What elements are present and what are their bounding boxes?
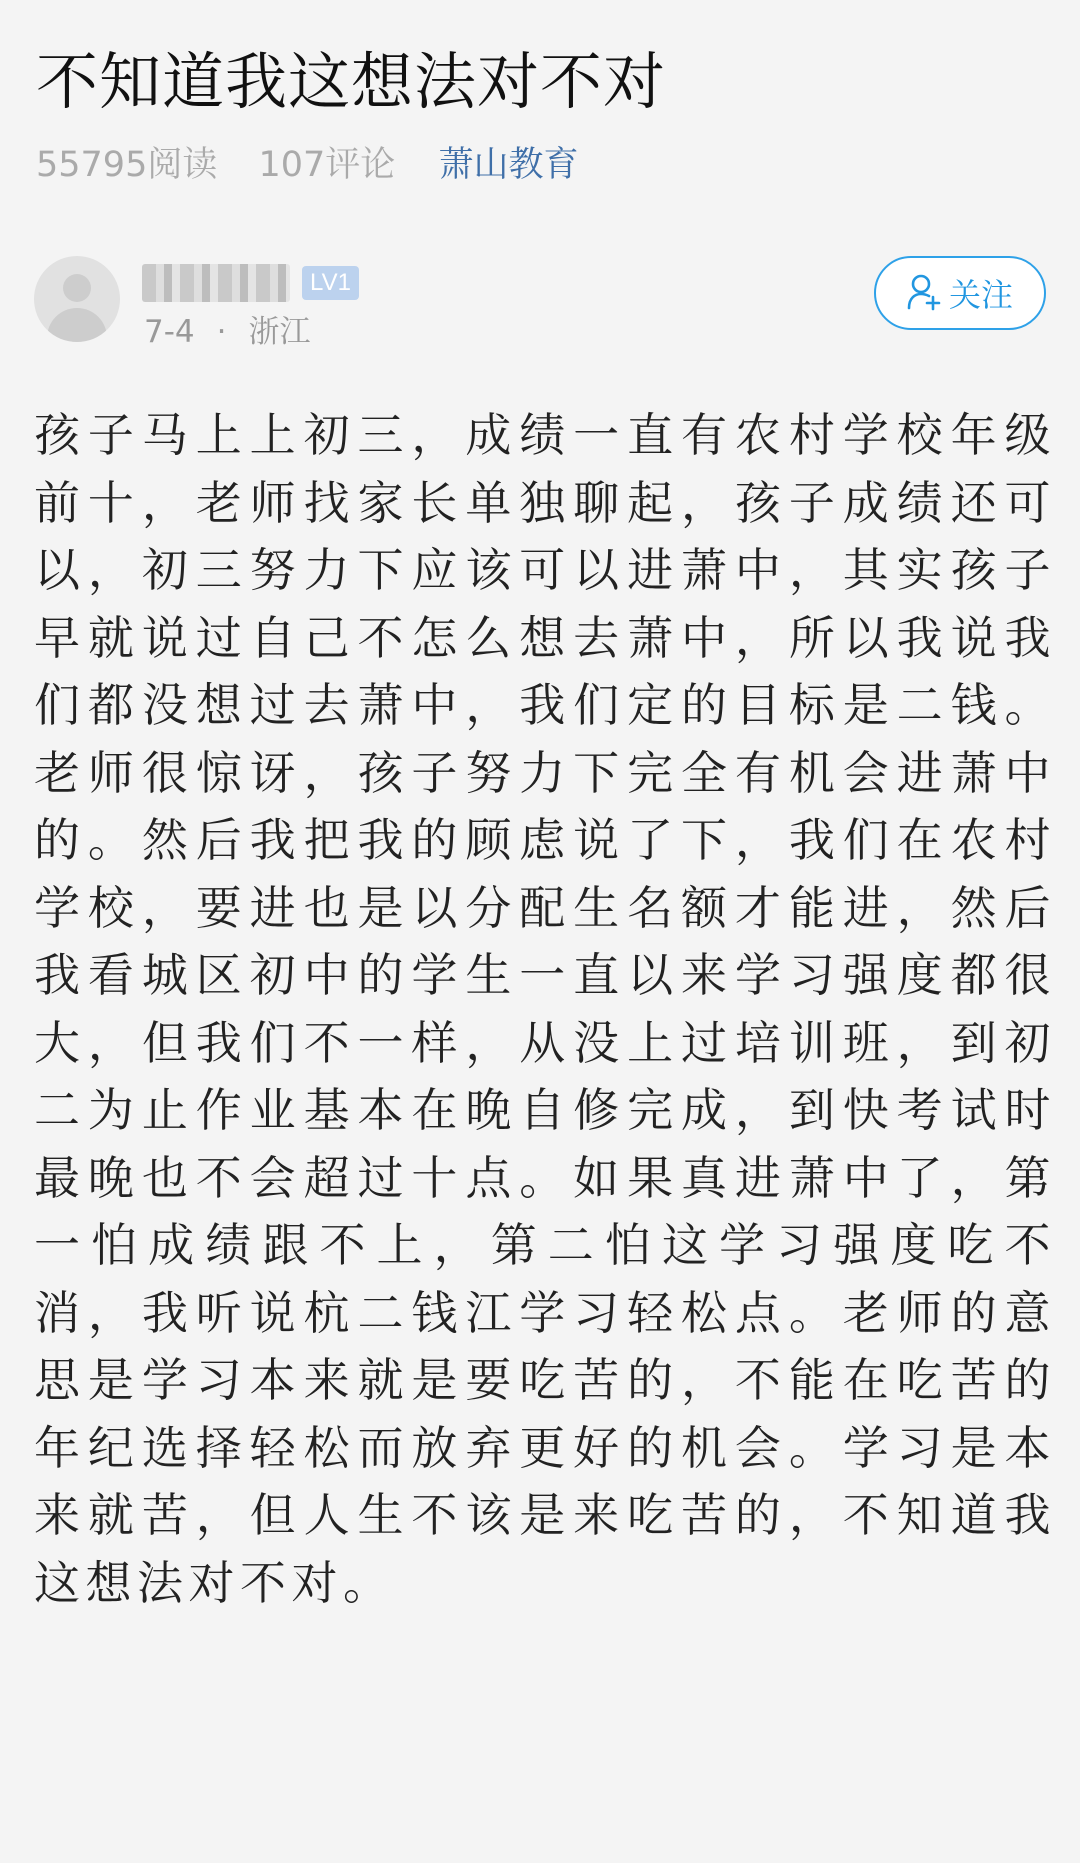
comment-count[interactable]: 107评论 [258, 145, 396, 185]
article-title: 不知道我这想法对不对 [36, 45, 667, 118]
author-bar [34, 256, 1046, 356]
author-name-blurred[interactable] [142, 264, 290, 302]
post-date: 7-4 [144, 314, 195, 350]
article-meta [36, 140, 578, 190]
post-info [144, 312, 311, 352]
article-body: 孩子马上上初三，成绩一直有农村学校年级前十，老师找家长单独聊起，孩子成绩还可以，初三努力下应该可以进萧中，其实孩子早就说过自己不怎么想去萧中，所以我说我们都没想过去萧中，我们定的目标是二钱。老师很惊讶，孩子努力下完全有机会进萧中的。然后我把我的顾虑说了下，我们在农村学校，要进也是以分配生名额才能进，然后我看城区初中的学生一直以来学习强度都很大，但我们不一样，从没上过培训班，到初二为止作业基本在晚自修完成，到快考试时最晚也不会超过十点。如果真进萧中了，第一怕成绩跟不上，第二怕这学习强度吃不消，我听说杭二钱江学习轻松点。老师的意思是学习本来就是要吃苦的，不能在吃苦的年纪选择轻松而放弃更好的机会。学习是本来就苦，但人生不该是来吃苦的，不知道我这想法对不对。 [34, 408, 1056, 1610]
follow-button[interactable] [874, 256, 1046, 330]
avatar-head-shape [63, 274, 91, 302]
info-separator: · [216, 314, 227, 350]
post-location: 浙江 [248, 314, 311, 350]
read-count: 55795阅读 [36, 145, 218, 185]
default-avatar-icon[interactable] [34, 256, 120, 342]
avatar-body-shape [47, 308, 107, 342]
level-badge: LV1 [302, 266, 359, 300]
channel-link[interactable]: 萧山教育 [438, 145, 579, 185]
add-user-icon [907, 273, 941, 311]
follow-label: 关注 [948, 276, 1013, 314]
